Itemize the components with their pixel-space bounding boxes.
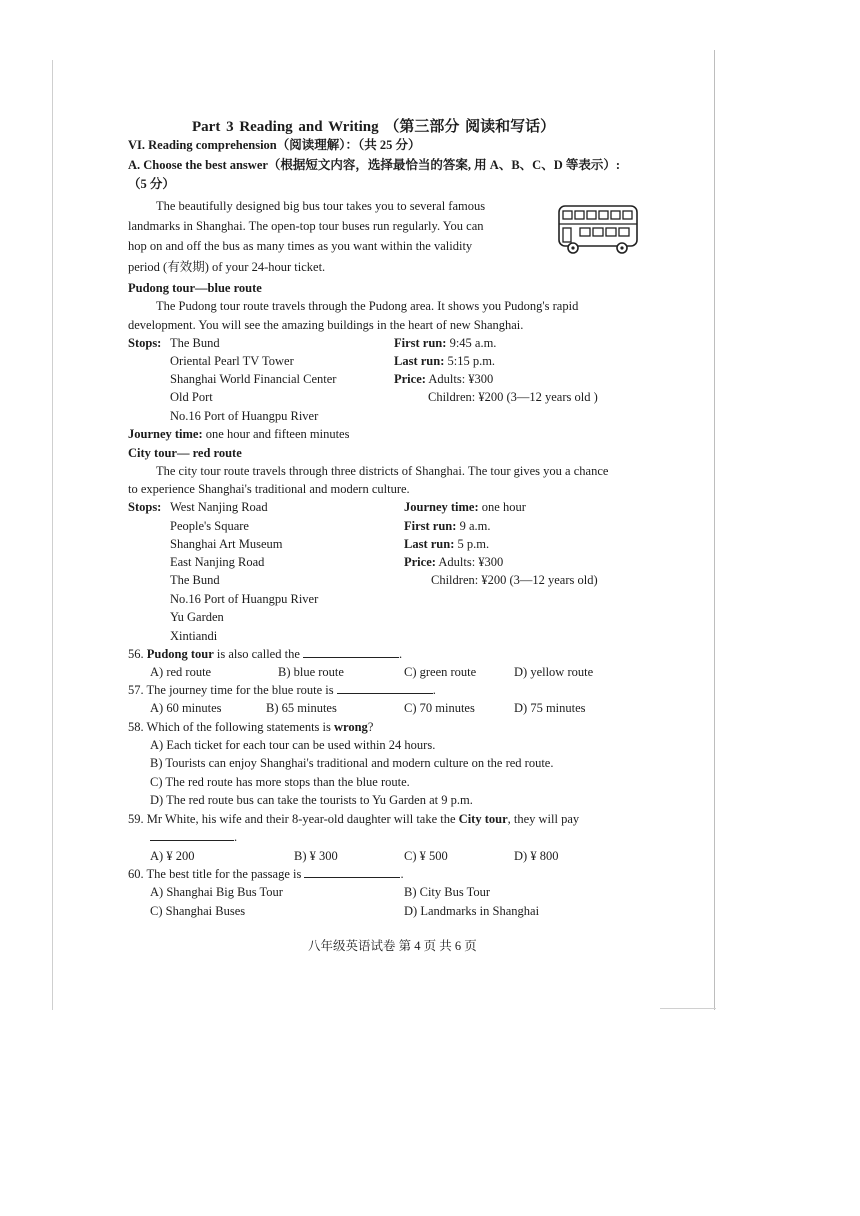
price-label: Price: — [404, 555, 436, 569]
answer-blank[interactable] — [337, 682, 433, 694]
question-bold: Pudong tour — [146, 647, 214, 661]
price-adults: Adults: ¥300 — [428, 372, 494, 386]
option-d[interactable]: D) The red route bus can take the tourists to Yu Garden at 9 p.m. — [150, 793, 473, 807]
city-journey — [404, 499, 526, 515]
city-first-run — [404, 518, 490, 534]
pudong-price-children: Children: ¥200 (3—12 years old ) — [428, 390, 598, 404]
page-footer: 八年级英语试卷 第 4 页 共 6 页 — [308, 939, 477, 953]
last-run-value: 5:15 p.m. — [447, 354, 496, 368]
city-price — [404, 554, 503, 570]
question-end: ? — [367, 720, 374, 734]
intro-line: period (有效期) of your 24-hour ticket. — [128, 260, 326, 274]
option-a[interactable]: A) Shanghai Big Bus Tour — [150, 885, 283, 899]
first-run-value: 9 a.m. — [459, 519, 491, 533]
pudong-tour-title: Pudong tour—blue route — [128, 281, 262, 295]
city-stop: People's Square — [170, 519, 249, 533]
pudong-stop: Old Port — [170, 390, 213, 404]
pudong-desc: development. You will see the amazing buildings in the heart of new Shanghai. — [128, 318, 524, 332]
first-run-value: 9:45 a.m. — [449, 336, 497, 350]
question-59-blank: . — [150, 829, 237, 845]
city-desc: to experience Shanghai's traditional and modern culture. — [128, 482, 410, 496]
option-b[interactable]: B) Tourists can enjoy Shanghai's traditional and modern culture on the red route. — [150, 756, 554, 770]
pudong-stop: Shanghai World Financial Center — [170, 372, 337, 386]
scan-edge-left — [52, 60, 53, 1010]
option-d[interactable]: D) yellow route — [514, 665, 594, 679]
question-text: 60. The best title for the passage is — [128, 867, 302, 881]
journey-label: Journey time: — [128, 427, 203, 441]
journey-value: one hour and fifteen minutes — [205, 427, 350, 441]
city-stop: No.16 Port of Huangpu River — [170, 592, 319, 606]
option-b[interactable]: B) ¥ 300 — [294, 849, 338, 863]
city-tour-title: City tour— red route — [128, 446, 242, 460]
option-a[interactable]: A) ¥ 200 — [150, 849, 195, 863]
part-title: Part 3 Reading and Writing （第三部分 阅读和写话） — [192, 119, 556, 135]
question-57: 57. The journey time for the blue route is . — [128, 683, 436, 697]
option-b[interactable]: B) 65 minutes — [266, 701, 337, 715]
double-decker-bus-icon — [556, 204, 642, 256]
option-c[interactable]: C) The red route has more stops than the blue route. — [150, 775, 410, 789]
question-end: , they will pay — [507, 812, 580, 826]
pudong-stop: The Bund — [170, 336, 220, 350]
city-stop: East Nanjing Road — [170, 555, 265, 569]
option-c[interactable]: C) 70 minutes — [404, 701, 475, 715]
question-59 — [128, 811, 579, 827]
pudong-last-run — [394, 353, 495, 369]
question-number: 56. — [128, 647, 144, 661]
price-adults: Adults: ¥300 — [438, 555, 504, 569]
question-text: is also called the — [213, 647, 300, 661]
option-d[interactable]: D) Landmarks in Shanghai — [404, 904, 540, 918]
city-stop: Yu Garden — [170, 610, 224, 624]
option-c[interactable]: C) green route — [404, 665, 477, 679]
city-price-children: Children: ¥200 (3—12 years old) — [431, 573, 598, 587]
answer-blank[interactable] — [150, 829, 234, 841]
question-60: 60. The best title for the passage is . — [128, 867, 404, 881]
option-a[interactable]: A) red route — [150, 665, 212, 679]
last-run-value: 5 p.m. — [457, 537, 490, 551]
instruction: A. Choose the best answer（根据短文内容，选择最恰当的答案, 用 A、B、C、D 等表示）: — [128, 158, 621, 172]
option-b[interactable]: B) City Bus Tour — [404, 885, 491, 899]
scan-edge-bottom — [660, 1008, 716, 1009]
option-c[interactable]: C) ¥ 500 — [404, 849, 448, 863]
pudong-stop: Oriental Pearl TV Tower — [170, 354, 294, 368]
city-last-run — [404, 536, 489, 552]
answer-blank[interactable] — [303, 646, 399, 658]
price-label: Price: — [394, 372, 426, 386]
option-c[interactable]: C) Shanghai Buses — [150, 904, 246, 918]
city-stop: Xintiandi — [170, 629, 218, 643]
city-stop: Shanghai Art Museum — [170, 537, 283, 551]
scan-edge-right — [714, 50, 715, 1010]
stops-label: Stops: — [128, 336, 162, 350]
intro-line: The beautifully designed big bus tour takes you to several famous — [156, 199, 486, 213]
question-text: 59. Mr White, his wife and their 8-year-old daughter will take the — [128, 812, 459, 826]
first-run-label: First run: — [394, 336, 447, 350]
pudong-price — [394, 371, 493, 387]
option-d[interactable]: D) ¥ 800 — [514, 849, 559, 863]
last-run-label: Last run: — [404, 537, 455, 551]
first-run-label: First run: — [404, 519, 457, 533]
pudong-first-run — [394, 335, 496, 351]
answer-blank[interactable] — [304, 866, 400, 878]
option-b[interactable]: B) blue route — [278, 665, 344, 679]
question-bold: wrong — [334, 720, 368, 734]
option-a[interactable]: A) Each ticket for each tour can be used within 24 hours. — [150, 738, 436, 752]
question-text: 58. Which of the following statements is — [128, 720, 334, 734]
question-text: 57. The journey time for the blue route is — [128, 683, 334, 697]
option-a[interactable]: A) 60 minutes — [150, 701, 222, 715]
city-desc: The city tour route travels through three districts of Shanghai. The tour gives you a chance — [156, 464, 609, 478]
question-56: 56. Pudong tour is also called the . — [128, 647, 403, 661]
city-stop: The Bund — [170, 573, 220, 587]
question-bold: City tour — [458, 812, 508, 826]
journey-value: one hour — [481, 500, 526, 514]
pudong-desc: The Pudong tour route travels through the Pudong area. It shows you Pudong's rapid — [156, 299, 579, 313]
journey-label: Journey time: — [404, 500, 479, 514]
city-stop: West Nanjing Road — [170, 500, 268, 514]
pudong-stop: No.16 Port of Huangpu River — [170, 409, 319, 423]
section-title: VI. Reading comprehension（阅读理解）：（共 25 分） — [128, 138, 421, 152]
option-d[interactable]: D) 75 minutes — [514, 701, 586, 715]
stops-label: Stops: — [128, 500, 162, 514]
last-run-label: Last run: — [394, 354, 445, 368]
instruction-points: （5 分） — [128, 177, 175, 191]
intro-line: hop on and off the bus as many times as you want within the validity — [128, 239, 473, 253]
pudong-journey — [128, 426, 349, 442]
question-58 — [128, 719, 373, 735]
intro-line: landmarks in Shanghai. The open-top tour buses run regularly. You can — [128, 219, 484, 233]
